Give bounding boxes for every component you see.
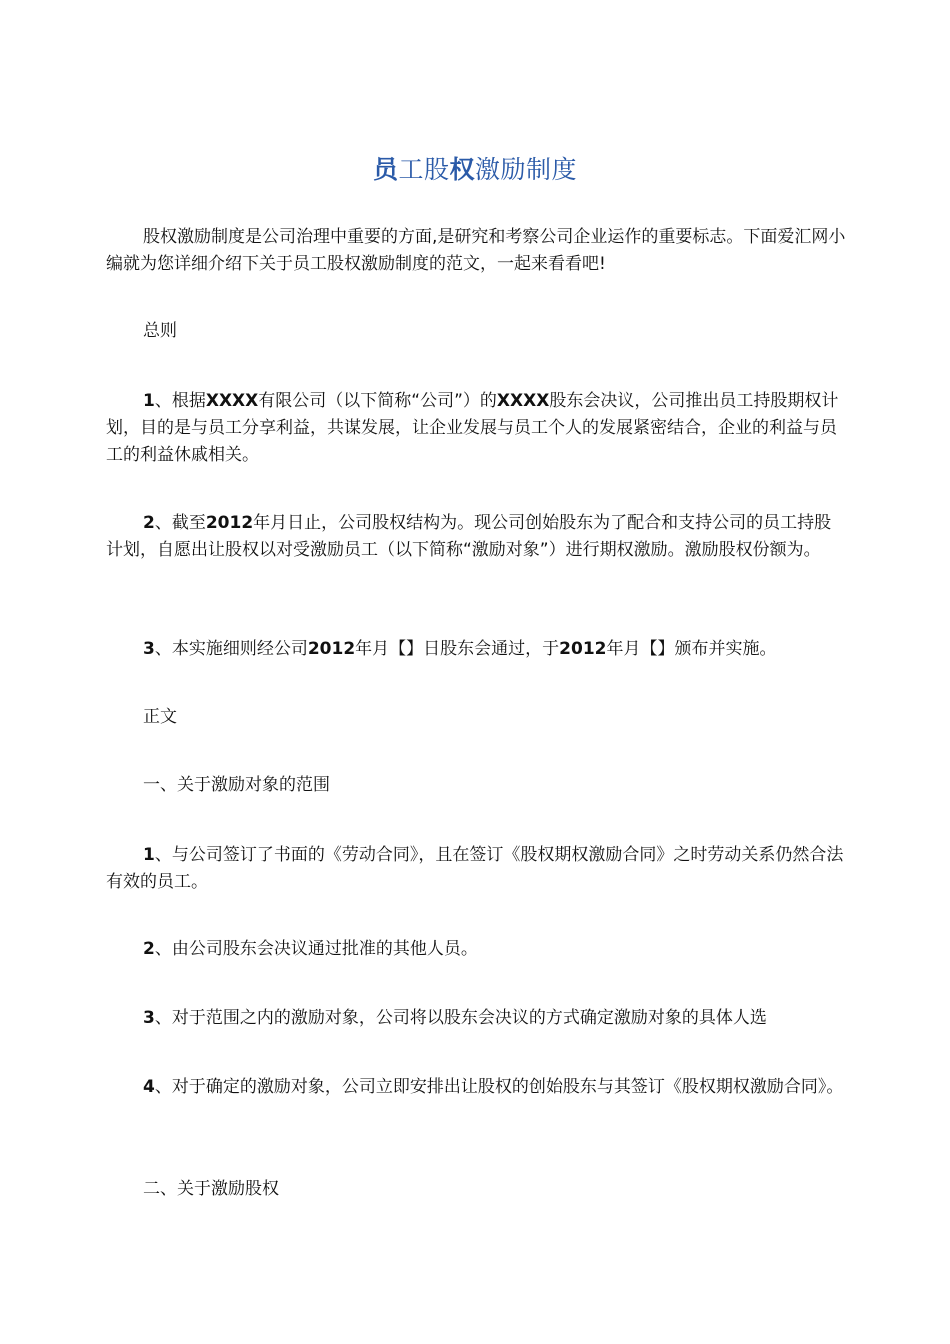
body-heading: 正文 [143, 707, 177, 727]
section-2-heading: 二、关于激励股权 [143, 1179, 279, 1199]
clause-number: 3 [143, 1008, 155, 1028]
clause-text: 、与公司签订了书面的《劳动合同》，且在签订《股权期权激励合同》之时劳动关系仍然合法有效的员工。 [106, 845, 844, 892]
general-clause-1 [106, 388, 848, 469]
title-part-2: 工股 [398, 155, 450, 184]
clause-text: 、本实施细则经公司 [154, 639, 308, 659]
clause-text: 有限公司（以下简称“公司”）的 [258, 391, 497, 411]
clause-number: 2 [143, 939, 155, 959]
title-part-3: 权 [449, 155, 476, 184]
placeholder-company: XXXX [205, 391, 259, 411]
general-clause-2 [106, 510, 848, 564]
placeholder-company: XXXX [496, 391, 550, 411]
clause-text: 年月【】颁布并实施。 [606, 639, 777, 659]
clause-text: 、截至 [154, 513, 206, 533]
document-title [0, 150, 950, 186]
section-1-item-3 [106, 1005, 848, 1032]
clause-text: 、对于确定的激励对象，公司立即安排出让股权的创始股东与其签订《股权期权激励合同》。 [154, 1077, 844, 1097]
clause-text: 年月【】日股东会通过，于 [355, 639, 560, 659]
clause-number: 2 [143, 513, 155, 533]
year-value: 2012 [307, 639, 356, 659]
section-1-heading: 一、关于激励对象的范围 [143, 775, 330, 795]
clause-text: 、对于范围之内的激励对象，公司将以股东会决议的方式确定激励对象的具体人选 [154, 1008, 767, 1028]
year-value: 2012 [559, 639, 607, 659]
title-part-1: 员 [372, 155, 399, 184]
clause-number: 4 [143, 1077, 155, 1097]
clause-text: 、根据 [154, 391, 206, 411]
clause-number: 3 [143, 639, 155, 659]
section-1-item-4 [106, 1074, 848, 1101]
year-value: 2012 [205, 513, 254, 533]
clause-text: 、由公司股东会决议通过批准的其他人员。 [154, 939, 478, 959]
general-heading: 总则 [143, 321, 177, 341]
title-part-4: 激励制度 [475, 155, 578, 184]
intro-paragraph: 股权激励制度是公司治理中重要的方面,是研究和考察公司企业运作的重要标志。下面爱汇网小编就为您详细介绍下关于员工股权激励制度的范文，一起来看看吧! [106, 227, 846, 274]
clause-number: 1 [143, 391, 155, 411]
clause-text: 年月日止，公司股权结构为。现公司创始股东为了配合和支持公司的员工持股计划，自愿出让股权以对受激励员工（以下简称“激励对象”）进行期权激励。激励股权份额为。 [106, 513, 832, 560]
general-clause-3 [106, 636, 848, 663]
clause-text: 股东会决议，公司推出员工持股期权计划，目的是与员工分享利益，共谋发展，让企业发展与员工个人的发展紧密结合，企业的利益与员工的利益休戚相关。 [106, 391, 839, 465]
section-1-item-1 [106, 842, 848, 896]
section-1-item-2 [106, 936, 848, 963]
clause-number: 1 [143, 845, 155, 865]
